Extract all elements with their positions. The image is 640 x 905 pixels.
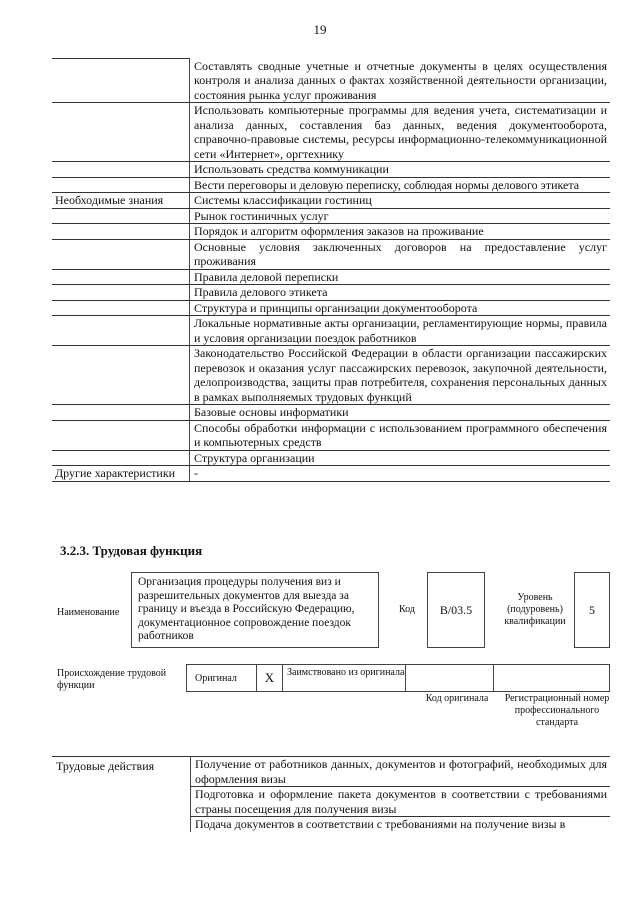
table-row [52, 285, 610, 301]
row-content: Рынок гостиничных услуг [190, 208, 611, 224]
row-content: Использовать компьютерные программы для ведения учета, систематизации и анализа данных, составления баз данных, ведения документооборота, справочно-правовые системы, ресурсы информационно-телекоммуникационной сети «Интернет», оргтехнику [190, 103, 611, 162]
row-content: Правила делового этикета [190, 285, 611, 301]
row-label [52, 239, 190, 269]
table-row [52, 193, 610, 209]
row-content: Законодательство Российской Федерации в области организации пассажирских перевозок и оказания услуг пассажирских перевозок, закупочной деятельности, делопроизводства, защиты прав потребителя, сохранения персональных данных в рамках выполняемых трудовых функций [190, 346, 611, 405]
table-row [52, 817, 610, 832]
row-label [52, 224, 190, 240]
table-row [52, 346, 610, 405]
row-content: Подача документов в соответствии с требованиями на получение визы в [191, 817, 611, 832]
row-content: Способы обработки информации с использованием программного обеспечения и компьютерных средств [190, 420, 611, 450]
row-label: Необходимые знания [52, 193, 190, 209]
table-row [52, 787, 610, 817]
level-label: Уровень (подуровень) квалификации [504, 592, 566, 627]
code-label: Код [399, 604, 415, 615]
table-row [52, 405, 610, 421]
skills-knowledge-table [52, 58, 610, 482]
table-row [52, 316, 610, 346]
origin-row [186, 664, 610, 692]
origin-reg-cell [493, 664, 610, 692]
row-label [52, 316, 190, 346]
page-number: 19 [313, 22, 327, 37]
table-row [52, 420, 610, 450]
row-label [52, 787, 191, 817]
table-row [52, 757, 610, 787]
row-label [52, 405, 190, 421]
row-label [52, 162, 190, 178]
code-value-box: B/03.5 [427, 572, 485, 648]
row-content: Получение от работников данных, документов и фотографий, необходимых для оформления визы [191, 757, 611, 787]
row-content: Структура организации [190, 450, 611, 466]
row-label [52, 346, 190, 405]
row-label [52, 59, 190, 103]
row-label [52, 285, 190, 301]
origin-borrowed-cell: Заимствовано из оригинала [282, 664, 405, 692]
section-title: 3.2.3. Трудовая функция [60, 543, 203, 558]
table-row [52, 466, 610, 482]
labor-actions-table [52, 756, 610, 832]
row-content: Порядок и алгоритм оформления заказов на проживание [190, 224, 611, 240]
table-row [52, 103, 610, 162]
row-label: Трудовые действия [52, 757, 191, 787]
row-label [52, 420, 190, 450]
function-name-box: Организация процедуры получения виз и разрешительных документов для выезда за границу и въезда в Российскую Федерацию, документационное сопровождение поездок работников [131, 572, 379, 648]
row-content: Основные условия заключенных договоров на предоставление услуг проживания [190, 239, 611, 269]
table-row [52, 59, 610, 103]
row-content: Составлять сводные учетные и отчетные документы в целях осуществления контроля и анализа данных о фактах хозяйственной деятельности организации, состояния рынка услуг проживания [190, 59, 611, 103]
table-row [52, 239, 610, 269]
row-content: Правила деловой переписки [190, 269, 611, 285]
row-content: Локальные нормативные акты организации, регламентирующие нормы, правила и условия организации поездок работников [190, 316, 611, 346]
row-content: Вести переговоры и деловую переписку, соблюдая нормы делового этикета [190, 177, 611, 193]
table-row [52, 162, 610, 178]
row-content: Базовые основы информатики [190, 405, 611, 421]
table-row [52, 208, 610, 224]
origin-label: Происхождение трудовой функции [57, 668, 167, 691]
reg-number-caption: Регистрационный номер профессионального стандарта [504, 693, 610, 728]
row-label [52, 450, 190, 466]
origin-original-cell: Оригинал [186, 664, 256, 692]
table-row [52, 224, 610, 240]
row-label [52, 300, 190, 316]
table-row [52, 450, 610, 466]
table-row [52, 269, 610, 285]
row-content: Системы классификации гостиниц [190, 193, 611, 209]
row-label [52, 103, 190, 162]
naming-label: Наименование [57, 607, 120, 618]
code-original-caption: Код оригинала [425, 693, 489, 704]
table-row [52, 177, 610, 193]
table-row [52, 300, 610, 316]
origin-mark-cell: X [256, 664, 282, 692]
row-content: - [190, 466, 611, 482]
row-label: Другие характеристики [52, 466, 190, 482]
origin-code-cell [405, 664, 493, 692]
row-content: Подготовка и оформление пакета документов в соответствии с требованиями страны посещения для получения визы [191, 787, 611, 817]
row-label [52, 817, 191, 832]
level-value-box: 5 [574, 572, 610, 648]
row-content: Структура и принципы организации документооборота [190, 300, 611, 316]
row-content: Использовать средства коммуникации [190, 162, 611, 178]
row-label [52, 177, 190, 193]
row-label [52, 269, 190, 285]
row-label [52, 208, 190, 224]
